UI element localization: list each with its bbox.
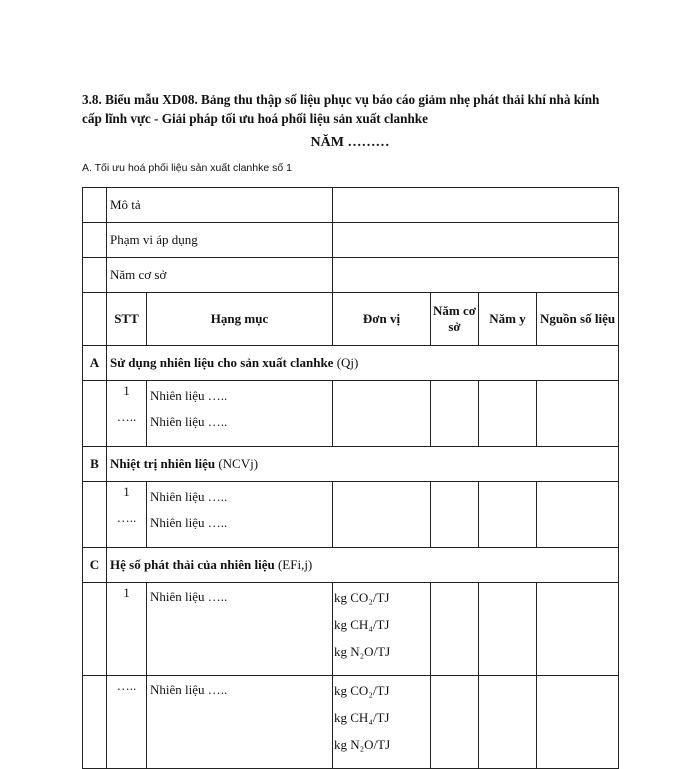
info-value-cell[interactable] <box>333 188 619 223</box>
info-value-cell[interactable] <box>333 258 619 293</box>
section-row-b <box>83 447 619 482</box>
row-stt: 1 <box>123 484 130 499</box>
row-stt: 1 <box>123 383 130 398</box>
section-c-group-1 <box>83 583 619 676</box>
year-y-cell[interactable] <box>479 676 537 769</box>
unit-n2o: kg N₂O/TJ <box>334 644 391 659</box>
unit-ch4: kg CH₄/TJ <box>334 617 390 632</box>
year-y-cell[interactable] <box>479 583 537 676</box>
section-a-data <box>83 381 619 447</box>
info-row-description <box>83 188 619 223</box>
info-label: Phạm vi áp dụng <box>107 223 333 258</box>
unit-n2o: kg N₂O/TJ <box>334 737 391 752</box>
section-code: B <box>83 447 107 482</box>
info-row-scope <box>83 223 619 258</box>
year-y-cell[interactable] <box>479 381 537 447</box>
form-title: 3.8. Biểu mẫu XD08. Bảng thu thập số liệu phục vụ báo cáo giảm nhẹ phát thải khí nhà kính cấp lĩnh vực - Giải pháp tối ưu hoá phối liệu sản xuất clanhke <box>82 92 600 126</box>
info-row-base-year <box>83 258 619 293</box>
header-stt: STT <box>107 293 147 346</box>
section-row-c <box>83 548 619 583</box>
base-year-cell[interactable] <box>431 676 479 769</box>
section-param: (NCVj) <box>218 456 259 471</box>
section-name <box>107 447 619 482</box>
source-cell[interactable] <box>537 482 619 548</box>
row-item: Nhiên liệu ….. <box>150 515 228 530</box>
info-value-cell[interactable] <box>333 223 619 258</box>
row-item: Nhiên liệu ….. <box>150 414 228 429</box>
unit-co2: kg CO₂/TJ <box>334 590 390 605</box>
source-cell[interactable] <box>537 381 619 447</box>
section-b-data <box>83 482 619 548</box>
section-code: A <box>83 346 107 381</box>
data-collection-table <box>82 187 619 769</box>
table-header-row <box>83 293 619 346</box>
source-cell[interactable] <box>537 583 619 676</box>
section-title: Nhiệt trị nhiên liệu <box>110 456 216 471</box>
header-year-y: Năm y <box>479 293 537 346</box>
unit-cell[interactable] <box>333 482 431 548</box>
row-item: Nhiên liệu ….. <box>150 589 228 604</box>
info-label: Mô tả <box>107 188 333 223</box>
row-item: Nhiên liệu ….. <box>150 489 228 504</box>
header-source: Nguồn số liệu <box>537 293 619 346</box>
unit-co2: kg CO₂/TJ <box>334 683 390 698</box>
section-name <box>107 548 619 583</box>
row-item: Nhiên liệu ….. <box>150 388 228 403</box>
base-year-cell[interactable] <box>431 381 479 447</box>
row-stt: ….. <box>116 678 137 693</box>
section-param: (Qj) <box>336 355 359 370</box>
base-year-cell[interactable] <box>431 482 479 548</box>
unit-ch4: kg CH₄/TJ <box>334 710 390 725</box>
base-year-cell[interactable] <box>431 583 479 676</box>
section-title: Hệ số phát thải của nhiên liệu <box>110 557 275 572</box>
section-code: C <box>83 548 107 583</box>
row-stt: ….. <box>116 510 137 525</box>
year-heading: NĂM ……… <box>310 135 390 150</box>
source-cell[interactable] <box>537 676 619 769</box>
year-y-cell[interactable] <box>479 482 537 548</box>
header-base-year: Năm cơ sở <box>431 293 479 346</box>
row-stt: 1 <box>123 585 130 600</box>
section-param: (EFi,j) <box>277 557 313 572</box>
info-label: Năm cơ sở <box>107 258 333 293</box>
section-subtitle: A. Tối ưu hoá phối liệu sản xuất clanhke số 1 <box>82 162 292 174</box>
section-name <box>107 346 619 381</box>
row-item: Nhiên liệu ….. <box>150 682 228 697</box>
unit-cell[interactable] <box>333 381 431 447</box>
header-item: Hạng mục <box>147 293 333 346</box>
row-stt: ….. <box>116 409 137 424</box>
section-title: Sử dụng nhiên liệu cho sản xuất clanhke <box>110 355 334 370</box>
section-row-a <box>83 346 619 381</box>
header-unit: Đơn vị <box>333 293 431 346</box>
section-c-group-2 <box>83 676 619 769</box>
